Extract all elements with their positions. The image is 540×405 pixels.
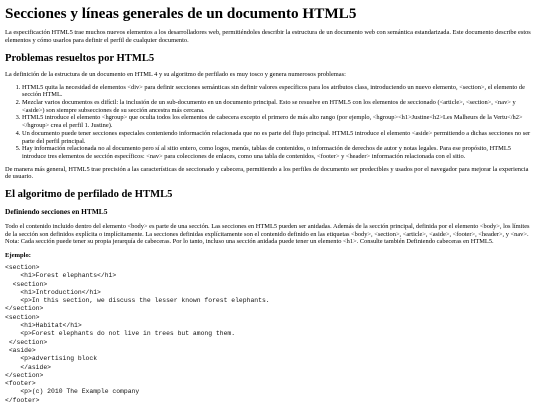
page-title: Secciones y líneas generales de un documento HTML5 — [5, 5, 357, 22]
list-item: 1. HTML5 quita la necesidad de elementos <div> para definir secciones semánticas sin definir valores específicos para los atributos class, introduciendo un nuevo elemento, <section>, el elemento de sección HTML. — [22, 84, 535, 99]
problems-lead: La definición de la estructura de un documento en HTML 4 y su algoritmo de perfilado es muy tosco y genera numerosos problemas: — [5, 71, 346, 79]
sections-subheading: Definiendo secciones en HTML5 — [5, 207, 108, 217]
list-item: 3. HTML5 introduce el elemento <hgroup> que oculta todos los elementos de cabecera excepto el primero de más alto rango (por ejemplo, <hgroup><h1>Justine<h2>Les Malheurs de la Vertu</h2></hgroup> crea el perfil 1. Justine). — [22, 114, 535, 129]
list-item: 4. Un documento puede tener secciones especiales conteniendo información relacionada que no es parte del flujo principal. HTML5 introduce el elemento <aside> permitiendo a dichas secciones no ser parte del perfil principal. — [22, 130, 535, 145]
problems-heading: Problemas resueltos por HTML5 — [5, 52, 155, 64]
algorithm-heading: El algoritmo de perfilado de HTML5 — [5, 188, 173, 200]
list-item: 5. Hay información relacionada no al documento pero sí al sitio entero, como logos, menús, tablas de contenidos, o información de derechos de autor y notas legales. Para ese propósito, HTML5 introduce tres elementos de sección específicos: <nav> para colecciones de enlaces, como una tabla de contenidos, <footer> y <header> información relacionada con el sitio. — [22, 145, 535, 160]
example-label: Ejemplo: — [5, 252, 32, 260]
problems-summary: De manera más general, HTML5 trae precisión a las características de seccionado y cabecera, permitiendo a los perfiles de documento ser predecibles y usados por el navegador para mejorar la experiencia de usuario. — [5, 165, 529, 181]
problems-list — [5, 84, 535, 161]
sections-paragraph: Todo el contenido incluido dentro del elemento <body> es parte de una sección. Las secciones en HTML5 pueden ser anidadas. Además de la sección principal, definida por el elemento <body>, los límites de la sección son definidos explícita o implícitamente. La secciones definidas explícitamente son el contenido definido en las etiquetas <body>, <section>, <article>, <aside>, <footer>, <header>, y <nav>. Nota: Cada sección puede tener su propia jerarquía de cabeceras. Por lo tanto, incluso una sección anidada puede tener un elemento <h1>. Consulte también Definiendo cabeceras en HTML5. — [5, 223, 530, 246]
code-example: <section> <h1>Forest elephants</h1> <section> <h1>Introduction</h1> <p>In this section, we discuss the lesser known forest elephants. </section> <section> <h1>Habitat</h1> <p>Forest elephants do not live in trees but among them. </section> <aside> <p>advertising block </aside> </section> <footer> <p>(c) 2010 The Example company </footer> — [5, 263, 270, 404]
list-item: 2. Mezclar varios documentos es difícil: la inclusión de un sub-documento en un documento principal. Esto se resuelve en HTML5 con los elementos de seccionado (<article>, <section>, <nav> y <aside>) son siempre subsecciones de su sección ancestra más cercana. — [22, 99, 535, 114]
intro-paragraph: La especificación HTML5 trae muchos nuevos elementos a los desarrolladores web, permitiéndoles describir la estructura de un documento web con semántica estandarizada. Este documento describe estos elementos y cómo usarlos para definir el perfil de cualquier documento. — [5, 29, 531, 45]
